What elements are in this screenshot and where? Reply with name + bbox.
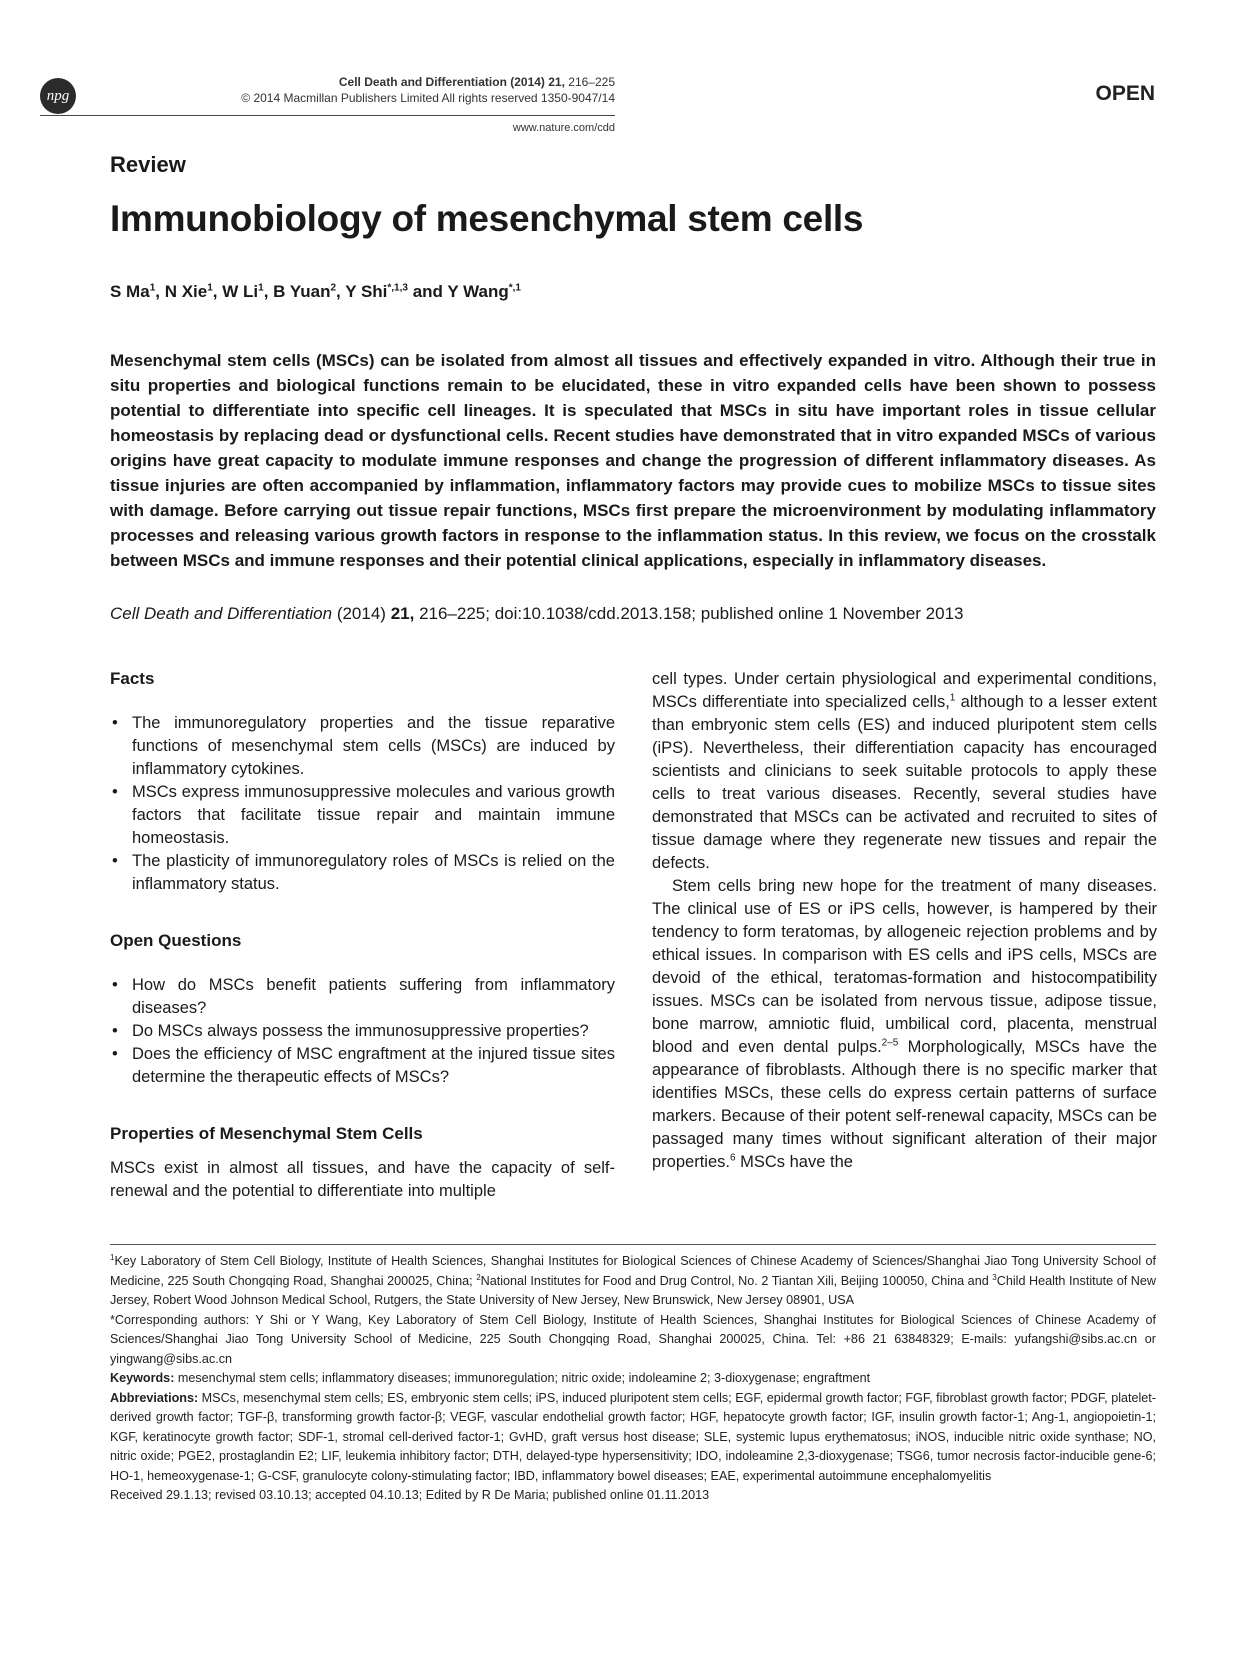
body-paragraph: Stem cells bring new hope for the treatment of many diseases. The clinical use of ES or iPS cells, however, is hampered by their tendency to form teratomas, by allogeneic rejection problems and by ethical issues. In comparison with ES cells and iPS cells, MSCs are devoid of the ethical, teratomas-formation and histocompatibility issues. MSCs can be isolated from nervous tissue, adipose tissue, bone marrow, amniotic fluid, umbilical cord, placenta, menstrual blood and even dental pulps.$^{2-5}$ Morphologically, MSCs have the appearance of fibroblasts. Although there is no specific marker that identifies MSCs, these cells do express certain patterns of surface markers. Because of their potent self-renewal capacity, MSCs can be passaged many times without significant alteration of their major properties.$^6$ MSCs have the <box>652 877 1157 1171</box>
abstract: Mesenchymal stem cells (MSCs) can be isolated from almost all tissues and effectively expanded in vitro. Although their true in situ properties and biological functions remain to be elucidated, these in vitro expanded cells have been shown to possess potential to differentiate into specific cell lineages. It is speculated that MSCs in situ have important roles in tissue cellular homeostasis by replacing dead or dysfunctional cells. Recent studies have demonstrated that in vitro expanded MSCs of various origins have great capacity to modulate immune responses and change the progression of different inflammatory diseases. As tissue injuries are often accompanied by inflammation, inflammatory factors may provide cues to mobilize MSCs to tissue sites with damage. Before carrying out tissue repair functions, MSCs first prepare the microenvironment by modulating inflammatory processes and releasing various growth factors in response to the inflammation status. In this review, we focus on the crosstalk between MSCs and immune responses and their potential clinical applications, especially in inflammatory diseases. <box>110 351 1156 570</box>
footnote-divider <box>110 1244 1156 1245</box>
author-affiliation: 1 <box>258 282 264 294</box>
list-item: • Does the efficiency of MSC engraftment at the injured tissue sites determine the therapeutic effects of MSCs? <box>110 1043 615 1089</box>
copyright-line: © 2014 Macmillan Publishers Limited All rights reserved 1350-9047/14 <box>241 91 615 105</box>
author: N Xie <box>164 282 208 301</box>
keywords: Keywords: mesenchymal stem cells; inflammatory diseases; immunoregulation; nitric oxide; indoleamine 2; 3-dioxygenase; engraftment <box>110 1371 871 1385</box>
journal-header <box>241 74 615 106</box>
facts-heading: Facts <box>110 669 155 688</box>
body-paragraph: cell types. Under certain physiological and experimental conditions, MSCs differentiate into specialized cells,$^1$ although to a lesser extent than embryonic stem cells (ES) and induced pluripotent stem cells (iPS). Nevertheless, their differentiation capacity has encouraged scientists and clinicians to seek suitable protocols to apply these cells to treat various diseases. Recently, several studies have demonstrated that MSCs can be activated and recruited to sites of tissue damage where they regenerate new tissues and repair the defects. <box>652 670 1157 872</box>
list-item: • The immunoregulatory properties and the tissue reparative functions of mesenchymal stem cells (MSCs) are induced by inflammatory cytokines. <box>110 712 615 781</box>
body-paragraph: MSCs exist in almost all tissues, and have the capacity of self-renewal and the potential to differentiate into multiple <box>110 1159 615 1200</box>
footnotes <box>110 1252 1156 1506</box>
author-affiliation: 1 <box>149 282 156 294</box>
list-item: • Do MSCs always possess the immunosuppressive properties? <box>110 1020 615 1043</box>
author-list: S Ma$^1$, N Xie$^1$, W Li$^1$, B Yuan$^2$, Y Shi$^{*,1,3}$ and Y Wang$^{*,1}$ <box>110 282 521 301</box>
reference-mark[interactable]: 1 <box>949 692 956 704</box>
article-title: Immunobiology of mesenchymal stem cells <box>110 198 864 239</box>
header-divider <box>40 115 615 116</box>
properties-heading: Properties of Mesenchymal Stem Cells <box>110 1124 423 1143</box>
open-questions-list <box>110 974 615 1089</box>
open-access-badge: OPEN <box>1095 82 1155 105</box>
citation-doi: 216–225; doi:10.1038/cdd.2013.158; published online 1 November 2013 <box>419 604 964 623</box>
corresponding-authors: *Corresponding authors: Y Shi or Y Wang, Key Laboratory of Stem Cell Biology, Institute of Health Sciences, Shanghai Institutes for Biological Sciences of Chinese Academy of Sciences/Shanghai Jiao Tong University School of Medicine, 225 South Chongqing Road, Shanghai 200025, China. Tel: +86 21 63848329; E-mails: yufangshi@sibs.ac.cn or yingwang@sibs.ac.cn <box>110 1312 1156 1366</box>
citation-journal: Cell Death and Differentiation <box>110 604 333 623</box>
author: Y Wang <box>447 282 509 301</box>
author: W Li <box>222 282 259 301</box>
page-range: 216–225 <box>568 75 615 89</box>
journal-name: Cell Death and Differentiation (2014) 21, <box>338 75 565 89</box>
right-column <box>652 668 1157 1174</box>
author-affiliation: 1 <box>207 282 213 294</box>
npg-logo: npg <box>40 78 76 114</box>
citation-line <box>110 602 1156 626</box>
citation-year: (2014) <box>336 604 386 623</box>
list-item: • The plasticity of immunoregulatory roles of MSCs is relied on the inflammatory status. <box>110 850 615 896</box>
abbreviations: Abbreviations: MSCs, mesenchymal stem cells; ES, embryonic stem cells; iPS, induced pluripotent stem cells; EGF, epidermal growth factor; FGF, fibroblast growth factor; PDGF, platelet-derived growth factor; TGF-β, transforming growth factor-β; VEGF, vascular endothelial growth factor; HGF, hepatocyte growth factor; IGF, insulin growth factor-1; Ang-1, angiopoietin-1; KGF, keratinocyte growth factor; SDF-1, stromal cell-derived factor-1; GvHD, graft versus host disease; SLE, systemic lupus erythematosus; iNOS, inducible nitric oxide synthase; NO, nitric oxide; PGE2, prostaglandin E2; LIF, leukemia inhibitory factor; DTH, delayed-type hypersensitivity; IDO, indoleamine 2,3-dioxygenase; TSG6, tumor necrosis factor-inducible gene-6; HO-1, hemeoxygenase-1; G-CSF, granulocyte colony-stimulating factor; IBD, inflammatory bowel diseases; EAE, experimental autoimmune encephalomyelitis <box>110 1390 1156 1483</box>
received-dates: Received 29.1.13; revised 03.10.13; accepted 04.10.13; Edited by R De Maria; published online 01.11.2013 <box>110 1488 710 1502</box>
author-affiliation: *,1 <box>508 282 521 294</box>
list-item: • MSCs express immunosuppressive molecules and various growth factors that facilitate tissue repair and maintain immune homeostasis. <box>110 781 615 850</box>
left-column <box>110 668 615 1203</box>
affiliations: $^1$Key Laboratory of Stem Cell Biology, Institute of Health Sciences, Shanghai Institutes for Biological Sciences of Chinese Academy of Sciences/Shanghai Jiao Tong University School of Medicine, 225 South Chongqing Road, Shanghai 200025, China; $^2$National Institutes for Food and Drug Control, No. 2 Tiantan Xili, Beijing 100050, China and $^3$Child Health Institute of New Jersey, Robert Wood Johnson Medical School, Rutgers, the State University of New Jersey, New Brunswick, New Jersey 08901, USA <box>110 1252 1156 1307</box>
author-affiliation: *,1,3 <box>387 282 408 294</box>
journal-url[interactable]: www.nature.com/cdd <box>512 122 615 134</box>
citation-volume: 21, <box>390 604 415 623</box>
reference-mark[interactable]: 6 <box>729 1152 736 1164</box>
article-type: Review <box>110 152 186 177</box>
author: B Yuan <box>273 282 331 301</box>
author-affiliation: 2 <box>330 282 337 294</box>
reference-mark[interactable]: 2–5 <box>881 1037 899 1049</box>
facts-list <box>110 712 615 896</box>
author: S Ma <box>110 282 150 301</box>
open-questions-heading: Open Questions <box>110 931 242 950</box>
author: Y Shi <box>345 282 388 301</box>
list-item: • How do MSCs benefit patients suffering from inflammatory diseases? <box>110 974 615 1020</box>
